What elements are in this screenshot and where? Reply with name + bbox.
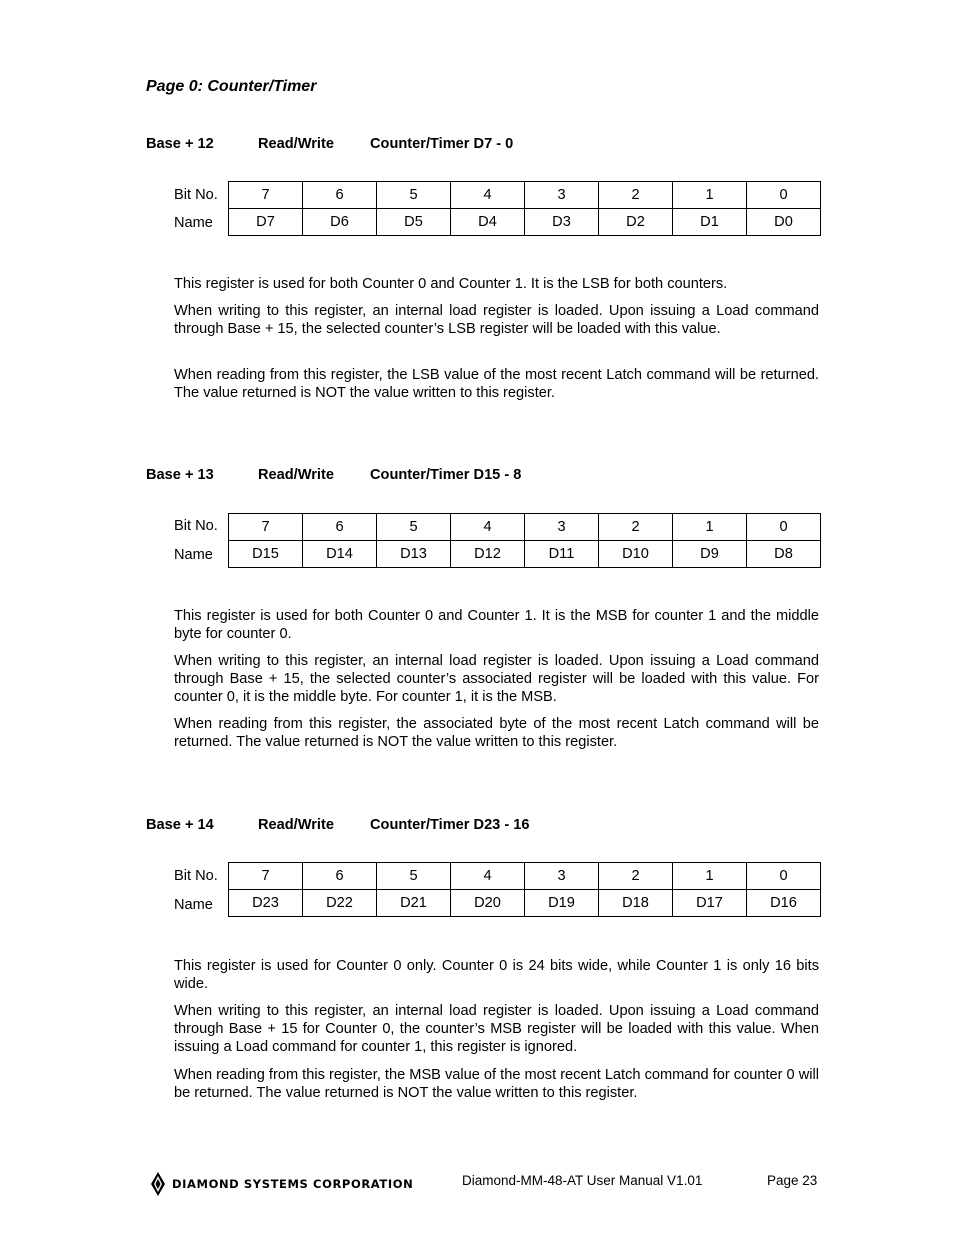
register-name: Counter/Timer D23 - 16 (370, 817, 530, 833)
bit-name-cell: D1 (673, 209, 747, 236)
bit-table (228, 513, 821, 568)
bit-name-cell: D19 (525, 890, 599, 917)
bit-name-cell: D3 (525, 209, 599, 236)
paragraph: When reading from this register, the LSB value of the most recent Latch command will be returned. The value returned is NOT the value written to this register. (174, 367, 819, 401)
register-address: Base + 12 (146, 136, 214, 152)
register-name: Counter/Timer D15 - 8 (370, 467, 522, 483)
bit-name-cell: D20 (451, 890, 525, 917)
bit-name-cell: D8 (747, 541, 821, 568)
bit-table (228, 181, 821, 236)
bit-cell: 7 (229, 514, 303, 541)
paragraph: When reading from this register, the associated byte of the most recent Latch command will be returned. The value returned is NOT the value written to this register. (174, 716, 819, 750)
bit-name-cell: D17 (673, 890, 747, 917)
page-number: Page 23 (767, 1173, 818, 1188)
bit-name-cell: D21 (377, 890, 451, 917)
bit-cell: 1 (673, 514, 747, 541)
bit-name-cell: D0 (747, 209, 821, 236)
bit-number-row (229, 514, 821, 541)
bit-cell: 6 (303, 514, 377, 541)
bit-table (228, 862, 821, 917)
bit-number-row (229, 182, 821, 209)
register-name: Counter/Timer D7 - 0 (370, 136, 514, 152)
bit-name-cell: D23 (229, 890, 303, 917)
bit-number-row (229, 863, 821, 890)
register-access: Read/Write (258, 467, 334, 483)
bit-cell: 0 (747, 514, 821, 541)
bit-cell: 1 (673, 182, 747, 209)
bit-cell: 3 (525, 182, 599, 209)
paragraph: This register is used for both Counter 0 and Counter 1. It is the MSB for counter 1 and the middle byte for counter 0. (174, 608, 819, 642)
bit-cell: 7 (229, 182, 303, 209)
bit-name-cell: D18 (599, 890, 673, 917)
name-label: Name (174, 547, 213, 563)
bit-name-cell: D5 (377, 209, 451, 236)
bit-cell: 2 (599, 182, 673, 209)
bit-cell: 5 (377, 182, 451, 209)
bit-name-cell: D4 (451, 209, 525, 236)
bit-name-cell: D11 (525, 541, 599, 568)
bit-name-row (229, 209, 821, 236)
bit-name-cell: D7 (229, 209, 303, 236)
bit-cell: 5 (377, 514, 451, 541)
paragraph: This register is used for Counter 0 only. Counter 0 is 24 bits wide, while Counter 1 is only 16 bits wide. (174, 958, 819, 992)
paragraph: This register is used for both Counter 0 and Counter 1. It is the LSB for both counters. (174, 276, 728, 292)
bit-cell: 2 (599, 863, 673, 890)
bit-cell: 0 (747, 182, 821, 209)
bit-name-cell: D14 (303, 541, 377, 568)
bit-name-cell: D9 (673, 541, 747, 568)
bit-cell: 2 (599, 514, 673, 541)
paragraph: When writing to this register, an internal load register is loaded. Upon issuing a Load command through Base + 15, the selected counter’s associated register will be loaded with this value. For counter 0, it is the middle byte. For counter 1, it is the MSB. (174, 653, 819, 705)
register-address: Base + 13 (146, 467, 214, 483)
bit-cell: 6 (303, 182, 377, 209)
bit-name-cell: D10 (599, 541, 673, 568)
paragraph: When writing to this register, an internal load register is loaded. Upon issuing a Load command through Base + 15, the selected counter’s LSB register will be loaded with this value. (174, 303, 819, 337)
paragraph: When reading from this register, the MSB value of the most recent Latch command for counter 0 will be returned. The value returned is NOT the value written to this register. (174, 1067, 819, 1101)
bit-cell: 0 (747, 863, 821, 890)
page-title: Page 0: Counter/Timer (146, 78, 317, 95)
bit-name-row (229, 541, 821, 568)
bit-cell: 1 (673, 863, 747, 890)
name-label: Name (174, 897, 213, 913)
bit-cell: 4 (451, 182, 525, 209)
bit-name-cell: D12 (451, 541, 525, 568)
register-access: Read/Write (258, 136, 334, 152)
bit-cell: 5 (377, 863, 451, 890)
bit-name-cell: D22 (303, 890, 377, 917)
logo-text: DIAMOND SYSTEMS CORPORATION (172, 1177, 414, 1191)
company-logo (150, 1172, 413, 1196)
diamond-logo-icon (150, 1172, 166, 1196)
register-address: Base + 14 (146, 817, 214, 833)
bit-name-row (229, 890, 821, 917)
bit-name-cell: D2 (599, 209, 673, 236)
bit-cell: 3 (525, 514, 599, 541)
paragraph: When writing to this register, an internal load register is loaded. Upon issuing a Load command through Base + 15 for Counter 0, the counter’s MSB register will be loaded with this value. When issuing a Load command for counter 1, this register is ignored. (174, 1003, 819, 1055)
bit-no-label: Bit No. (174, 518, 218, 534)
bit-no-label: Bit No. (174, 868, 218, 884)
bit-name-cell: D6 (303, 209, 377, 236)
bit-name-cell: D16 (747, 890, 821, 917)
manual-title: Diamond-MM-48-AT User Manual V1.01 (462, 1173, 703, 1188)
register-access: Read/Write (258, 817, 334, 833)
bit-name-cell: D15 (229, 541, 303, 568)
bit-no-label: Bit No. (174, 187, 218, 203)
bit-cell: 7 (229, 863, 303, 890)
bit-name-cell: D13 (377, 541, 451, 568)
bit-cell: 3 (525, 863, 599, 890)
bit-cell: 4 (451, 514, 525, 541)
name-label: Name (174, 215, 213, 231)
bit-cell: 6 (303, 863, 377, 890)
bit-cell: 4 (451, 863, 525, 890)
